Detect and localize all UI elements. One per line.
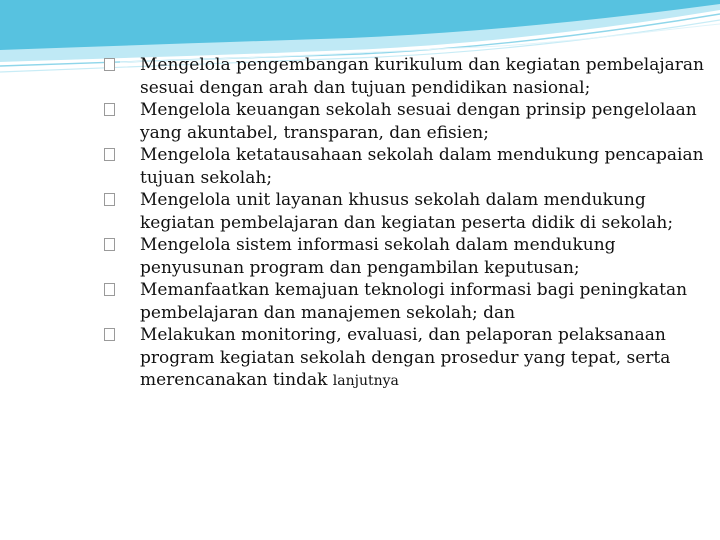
bullet-text-6: Memanfaatkan kemajuan teknologi informasi bagi peningkatan pembelajaran dan manajemen sekolah; dan: [140, 280, 688, 323]
square-bullet-icon: [104, 283, 115, 296]
bullet-text-7: [140, 324, 704, 393]
bullet-list: [104, 54, 704, 393]
bullet-item-3: [104, 144, 704, 189]
bullet-item-2: [104, 99, 704, 144]
square-bullet-icon: [104, 148, 115, 161]
bullet-text-5: Mengelola sistem informasi sekolah dalam mendukung penyusunan program dan pengambilan keputusan;: [140, 235, 616, 278]
bullet-text-2: Mengelola keuangan sekolah sesuai dengan prinsip pengelolaan yang akuntabel, transparan, dan efisien;: [140, 100, 697, 143]
square-bullet-icon: [104, 328, 115, 341]
bullet-item-1: [104, 54, 704, 99]
square-bullet-icon: [104, 193, 115, 206]
square-bullet-icon: [104, 58, 115, 71]
bullet-text-1: Mengelola pengembangan kurikulum dan kegiatan pembelajaran sesuai dengan arah dan tujuan pendidikan nasional;: [140, 55, 704, 98]
bullet-text-3: Mengelola ketatausahaan sekolah dalam mendukung pencapaian tujuan sekolah;: [140, 145, 704, 188]
square-bullet-icon: [104, 238, 115, 251]
bullet-item-7: [104, 324, 704, 393]
bullet-item-4: [104, 189, 704, 234]
bullet-item-6: [104, 279, 704, 324]
square-bullet-icon: [104, 103, 115, 116]
bullet-text-4: Mengelola unit layanan khusus sekolah dalam mendukung kegiatan pembelajaran dan kegiatan peserta didik di sekolah;: [140, 190, 674, 233]
bullet-text-7-main: Melakukan monitoring, evaluasi, dan pelaporan pelaksanaan program kegiatan sekolah dengan prosedur yang tepat, serta merencanakan tindak: [140, 325, 671, 390]
bullet-text-7-tail: lanjutnya: [332, 373, 399, 389]
bullet-item-5: [104, 234, 704, 279]
